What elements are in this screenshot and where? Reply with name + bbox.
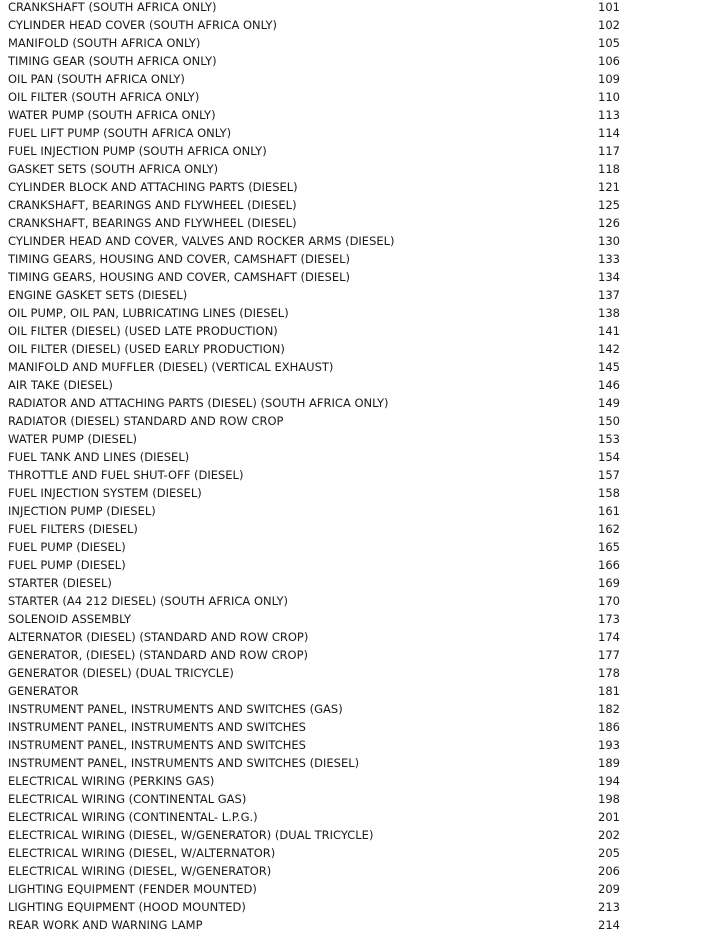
entry-title: FUEL PUMP (DIESEL) [8,540,126,554]
entry-page-number: 198 [598,792,620,806]
entry-page-number: 138 [598,306,620,320]
entry-page-number: 109 [598,72,620,86]
list-item [8,466,708,484]
entry-title: WATER PUMP (DIESEL) [8,432,137,446]
list-item [8,484,708,502]
entry-page-number: 214 [598,918,620,932]
list-item [8,808,708,826]
list-item [8,718,708,736]
list-item [8,394,708,412]
list-item [8,592,708,610]
entry-page-number: 118 [598,162,620,176]
entry-page-number: 157 [598,468,620,482]
list-item [8,178,708,196]
entry-page-number: 177 [598,648,620,662]
entry-title: ELECTRICAL WIRING (DIESEL, W/GENERATOR) [8,864,272,878]
entry-page-number: 178 [598,666,620,680]
entry-title: LIGHTING EQUIPMENT (FENDER MOUNTED) [8,882,257,896]
list-item [8,88,708,106]
entry-title: FUEL INJECTION SYSTEM (DIESEL) [8,486,202,500]
list-item [8,268,708,286]
entry-page-number: 121 [598,180,620,194]
entry-title: FUEL LIFT PUMP (SOUTH AFRICA ONLY) [8,126,232,140]
list-item [8,844,708,862]
list-item [8,916,708,934]
entry-title: STARTER (A4 212 DIESEL) (SOUTH AFRICA ONLY) [8,594,288,608]
entry-page-number: 153 [598,432,620,446]
entry-title: TIMING GEAR (SOUTH AFRICA ONLY) [8,54,217,68]
entry-title: ELECTRICAL WIRING (CONTINENTAL GAS) [8,792,247,806]
entry-page-number: 137 [598,288,620,302]
entry-page-number: 209 [598,882,620,896]
list-item [8,16,708,34]
entry-title: CRANKSHAFT, BEARINGS AND FLYWHEEL (DIESEL) [8,198,297,212]
entry-title: ALTERNATOR (DIESEL) (STANDARD AND ROW CROP) [8,630,309,644]
entry-page-number: 174 [598,630,620,644]
entry-page-number: 126 [598,216,620,230]
entry-page-number: 213 [598,900,620,914]
list-item [8,448,708,466]
entry-title: ELECTRICAL WIRING (PERKINS GAS) [8,774,215,788]
entry-page-number: 110 [598,90,620,104]
entry-page-number: 166 [598,558,620,572]
entry-title: FUEL TANK AND LINES (DIESEL) [8,450,190,464]
entry-page-number: 146 [598,378,620,392]
list-item [8,754,708,772]
list-item [8,574,708,592]
list-item [8,124,708,142]
entry-title: GENERATOR, (DIESEL) (STANDARD AND ROW CROP) [8,648,308,662]
list-item [8,376,708,394]
entry-title: INSTRUMENT PANEL, INSTRUMENTS AND SWITCHES [8,720,306,734]
list-item [8,556,708,574]
entry-page-number: 181 [598,684,620,698]
entry-page-number: 134 [598,270,620,284]
entry-title: CYLINDER HEAD COVER (SOUTH AFRICA ONLY) [8,18,278,32]
entry-title: MANIFOLD (SOUTH AFRICA ONLY) [8,36,201,50]
entry-page-number: 194 [598,774,620,788]
entry-title: FUEL FILTERS (DIESEL) [8,522,138,536]
list-item [8,232,708,250]
list-item [8,700,708,718]
entry-title: ELECTRICAL WIRING (DIESEL, W/GENERATOR) (DUAL TRICYCLE) [8,828,374,842]
list-item [8,358,708,376]
list-item [8,34,708,52]
list-item [8,70,708,88]
list-item [8,682,708,700]
entry-title: INSTRUMENT PANEL, INSTRUMENTS AND SWITCHES (GAS) [8,702,343,716]
entry-title: WATER PUMP (SOUTH AFRICA ONLY) [8,108,216,122]
entry-title: CRANKSHAFT, BEARINGS AND FLYWHEEL (DIESEL) [8,216,297,230]
entry-page-number: 102 [598,18,620,32]
list-item [8,862,708,880]
list-item [8,430,708,448]
entry-page-number: 130 [598,234,620,248]
list-item [8,880,708,898]
list-item [8,196,708,214]
entry-title: INSTRUMENT PANEL, INSTRUMENTS AND SWITCHES (DIESEL) [8,756,360,770]
entry-title: FUEL PUMP (DIESEL) [8,558,126,572]
list-item [8,304,708,322]
list-item [8,772,708,790]
entry-title: GENERATOR (DIESEL) (DUAL TRICYCLE) [8,666,234,680]
entry-title: OIL FILTER (DIESEL) (USED EARLY PRODUCTION) [8,342,285,356]
entry-title: SOLENOID ASSEMBLY [8,612,132,626]
list-item [8,610,708,628]
entry-title: AIR TAKE (DIESEL) [8,378,113,392]
entry-title: INJECTION PUMP (DIESEL) [8,504,156,518]
entry-title: ELECTRICAL WIRING (DIESEL, W/ALTERNATOR) [8,846,276,860]
list-item [8,214,708,232]
entry-page-number: 117 [598,144,620,158]
entry-page-number: 142 [598,342,620,356]
list-item [8,142,708,160]
entry-title: RADIATOR (DIESEL) STANDARD AND ROW CROP [8,414,284,428]
entry-page-number: 145 [598,360,620,374]
entry-page-number: 106 [598,54,620,68]
list-item [8,520,708,538]
entry-title: OIL FILTER (DIESEL) (USED LATE PRODUCTION) [8,324,278,338]
entry-title: TIMING GEARS, HOUSING AND COVER, CAMSHAFT (DIESEL) [8,252,351,266]
entry-title: ENGINE GASKET SETS (DIESEL) [8,288,188,302]
list-item [8,250,708,268]
entry-page-number: 162 [598,522,620,536]
entry-page-number: 173 [598,612,620,626]
entry-title: THROTTLE AND FUEL SHUT-OFF (DIESEL) [8,468,244,482]
entry-title: LIGHTING EQUIPMENT (HOOD MOUNTED) [8,900,246,914]
list-item [8,646,708,664]
entry-page-number: 101 [598,0,620,14]
entry-page-number: 202 [598,828,620,842]
entry-title: OIL FILTER (SOUTH AFRICA ONLY) [8,90,200,104]
entry-title: OIL PUMP, OIL PAN, LUBRICATING LINES (DIESEL) [8,306,289,320]
entry-page-number: 150 [598,414,620,428]
entry-title: CRANKSHAFT (SOUTH AFRICA ONLY) [8,0,217,14]
list-item [8,790,708,808]
entry-page-number: 186 [598,720,620,734]
list-item [8,0,708,16]
list-item [8,106,708,124]
list-item [8,898,708,916]
table-of-contents [8,0,708,934]
entry-page-number: 182 [598,702,620,716]
list-item [8,826,708,844]
entry-title: GENERATOR [8,684,79,698]
list-item [8,286,708,304]
entry-page-number: 205 [598,846,620,860]
entry-page-number: 149 [598,396,620,410]
entry-title: GASKET SETS (SOUTH AFRICA ONLY) [8,162,219,176]
list-item [8,412,708,430]
entry-title: REAR WORK AND WARNING LAMP [8,918,203,932]
entry-page-number: 169 [598,576,620,590]
entry-page-number: 113 [598,108,620,122]
entry-page-number: 158 [598,486,620,500]
entry-page-number: 154 [598,450,620,464]
entry-page-number: 114 [598,126,620,140]
entry-page-number: 170 [598,594,620,608]
entry-page-number: 141 [598,324,620,338]
list-item [8,628,708,646]
entry-page-number: 189 [598,756,620,770]
entry-title: MANIFOLD AND MUFFLER (DIESEL) (VERTICAL EXHAUST) [8,360,334,374]
entry-title: ELECTRICAL WIRING (CONTINENTAL- L.P.G.) [8,810,258,824]
entry-page-number: 161 [598,504,620,518]
entry-title: TIMING GEARS, HOUSING AND COVER, CAMSHAFT (DIESEL) [8,270,351,284]
list-item [8,664,708,682]
list-item [8,322,708,340]
list-item [8,340,708,358]
entry-title: INSTRUMENT PANEL, INSTRUMENTS AND SWITCHES [8,738,306,752]
entry-page-number: 201 [598,810,620,824]
entry-page-number: 105 [598,36,620,50]
entry-page-number: 125 [598,198,620,212]
entry-page-number: 193 [598,738,620,752]
entry-title: OIL PAN (SOUTH AFRICA ONLY) [8,72,185,86]
entry-page-number: 165 [598,540,620,554]
entry-title: STARTER (DIESEL) [8,576,112,590]
entry-title: RADIATOR AND ATTACHING PARTS (DIESEL) (SOUTH AFRICA ONLY) [8,396,389,410]
list-item [8,502,708,520]
list-item [8,160,708,178]
entry-title: CYLINDER BLOCK AND ATTACHING PARTS (DIESEL) [8,180,298,194]
entry-page-number: 133 [598,252,620,266]
entry-title: FUEL INJECTION PUMP (SOUTH AFRICA ONLY) [8,144,267,158]
list-item [8,538,708,556]
list-item [8,52,708,70]
entry-page-number: 206 [598,864,620,878]
entry-title: CYLINDER HEAD AND COVER, VALVES AND ROCKER ARMS (DIESEL) [8,234,395,248]
list-item [8,736,708,754]
